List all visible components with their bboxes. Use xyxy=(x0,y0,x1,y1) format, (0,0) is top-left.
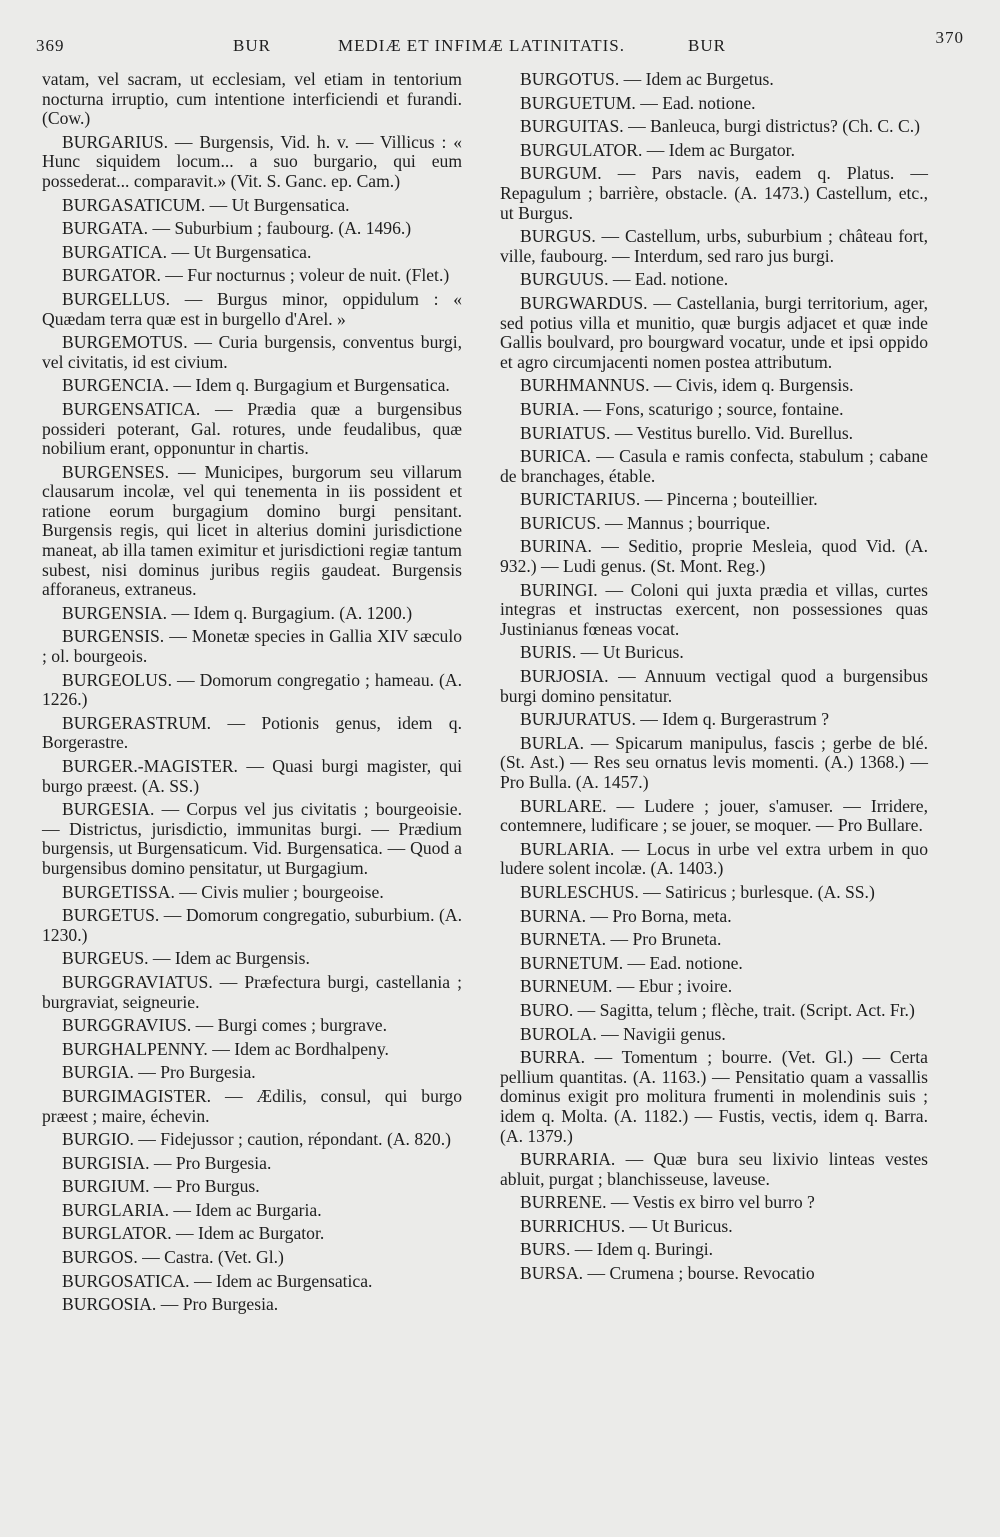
dictionary-entry: BURGUM. — Pars navis, eadem q. Platus. — Repagulum ; barrière, obstacle. (A. 1473.) Castellum, etc., ut Burgus. xyxy=(500,163,928,223)
dictionary-entry: BURICTARIUS. — Pincerna ; bouteillier. xyxy=(520,489,818,510)
dictionary-entry: BURGISIA. — Pro Burgesia. xyxy=(62,1152,272,1173)
dictionary-entry: BURRARIA. — Quæ bura seu lixivio linteas vestes abluit, purgat ; blanchisseuse, laveuse. xyxy=(500,1149,928,1189)
dictionary-entry: BUROLA. — Navigii genus. xyxy=(520,1023,726,1044)
dictionary-entry: BURJOSIA. — Annuum vectigal quod a burgensibus burgi domino pensitatur. xyxy=(500,666,928,706)
dictionary-entry: BURGUUS. — Ead. notione. xyxy=(520,269,729,290)
dictionary-entry: BURGENSES. — Municipes, burgorum seu villarum clausarum incolæ, vel qui tenementa in iis possident et ratione eorum burgagium domino burgi pensitant. Burgensis regis, qui licet in alterius domini jurisdictione maneat, ab illa tamen eximitur et jurisdictioni regiæ tantum subest, nisi dominus juribus regiis gaudeat. Burgensis afforaneus, extraneus. xyxy=(42,461,462,600)
dictionary-entry: BURGATICA. — Ut Burgensatica. xyxy=(62,241,312,262)
page-header xyxy=(30,28,970,68)
dictionary-entry: BURGENSIS. — Monetæ species in Gallia XIV sæculo ; ol. bourgeois. xyxy=(42,626,462,667)
dictionary-entry: BURGIMAGISTER. — Ædilis, consul, qui burgo præest ; maire, échevin. xyxy=(42,1085,462,1126)
dictionary-entry: BURLARIA. — Locus in urbe vel extra urbem in quo ludere solent incolæ. (A. 1403.) xyxy=(500,838,928,879)
dictionary-entry: BURLARE. — Ludere ; jouer, s'amuser. — Irridere, contemnere, ludificare ; se jouer, se moquer. — Pro Bullare. xyxy=(500,795,928,836)
running-head-center: MEDIÆ ET INFIMÆ LATINITATIS. xyxy=(338,36,625,55)
dictionary-entry: BURINGI. — Coloni qui juxta prædia et villas, curtes integras et instructas exercent, non possessiones quas Justinianus fœneas vocat. xyxy=(500,579,928,639)
left-column xyxy=(42,70,462,1319)
dictionary-entry: BURGUETUM. — Ead. notione. xyxy=(520,92,756,113)
dictionary-entry: BURIA. — Fons, scaturigo ; source, fontaine. xyxy=(520,398,844,419)
dictionary-entry: BURGEOLUS. — Domorum congregatio ; hameau. (A. 1226.) xyxy=(42,669,462,710)
dictionary-entry: vatam, vel sacram, ut ecclesiam, vel etiam in tentorium nocturna irruptio, cum intentione interficiendi et furandi. (Cow.) xyxy=(42,69,462,129)
dictionary-entry: BURRA. — Tomentum ; bourre. (Vet. Gl.) — Certa pellium quantitas. (A. 1163.) — Pensitatio quam a vassallis dominus exigit pro molitura frumenti in molendinis suis ; idem q. Molta. (A. 1182.) — Fustis, vectis, idem q. Barra. (A. 1379.) xyxy=(500,1047,928,1146)
dictionary-entry: BURGENSIA. — Idem q. Burgagium. (A. 1200.) xyxy=(62,602,413,623)
dictionary-entry: BURGGRAVIUS. — Burgi comes ; burgrave. xyxy=(62,1015,387,1036)
dictionary-entry: BURGLATOR. — Idem ac Burgator. xyxy=(62,1223,325,1244)
dictionary-entry: BURGELLUS. — Burgus minor, oppidulum : « Quædam terra quæ est in burgello d'Arel. » xyxy=(42,288,462,329)
dictionary-entry: BURGERASTRUM. — Potionis genus, idem q. Borgerastre. xyxy=(42,712,462,753)
dictionary-entry: BURINA. — Seditio, proprie Mesleia, quod Vid. (A. 932.) — Ludi genus. (St. Mont. Reg.) xyxy=(500,536,928,577)
dictionary-entry: BURGATOR. — Fur nocturnus ; voleur de nuit. (Flet.) xyxy=(62,265,450,286)
dictionary-entry: BURGETUS. — Domorum congregatio, suburbium. (A. 1230.) xyxy=(42,905,462,945)
page-number-left: 369 xyxy=(36,36,65,55)
dictionary-entry: BURGIA. — Pro Burgesia. xyxy=(62,1062,256,1083)
dictionary-entry: BURGEMOTUS. — Curia burgensis, conventus burgi, vel civitatis, id est civium. xyxy=(42,332,462,372)
dictionary-entry: BURGER.-MAGISTER. — Quasi burgi magister, qui burgo præest. (A. SS.) xyxy=(42,756,462,796)
dictionary-entry: BURICA. — Casula e ramis confecta, stabulum ; cabane de branchages, étable. xyxy=(500,446,928,486)
dictionary-entry: BURGUITAS. — Banleuca, burgi districtus? (Ch. C. C.) xyxy=(520,116,920,137)
dictionary-entry: BURGENSATICA. — Prædia quæ a burgensibus possideri poterant, Gal. rotures, unde feudalibus, quæ nobilium erant, opponuntur in chartis. xyxy=(42,398,462,459)
page-number-right: 370 xyxy=(935,28,964,47)
right-column xyxy=(500,70,928,1288)
dictionary-entry: BURRENE. — Vestis ex birro vel burro ? xyxy=(520,1192,815,1213)
dictionary-entry: BURGASATICUM. — Ut Burgensatica. xyxy=(62,194,350,215)
dictionary-entry: BURGLARIA. — Idem ac Burgaria. xyxy=(62,1199,322,1220)
dictionary-entry: BURGGRAVIATUS. — Præfectura burgi, castellania ; burgraviat, seigneurie. xyxy=(42,971,462,1012)
dictionary-entry: BURLA. — Spicarum manipulus, fascis ; gerbe de blé. (St. Ast.) — Res seu ornatus levis momenti. (A.) 1368.) — Pro Bulla. (A. 1457.) xyxy=(500,732,928,792)
dictionary-entry: BURGATA. — Suburbium ; faubourg. (A. 1496.) xyxy=(62,218,412,239)
dictionary-entry: BURGOSATICA. — Idem ac Burgensatica. xyxy=(62,1270,373,1291)
dictionary-entry: BURGOSIA. — Pro Burgesia. xyxy=(62,1294,279,1315)
dictionary-entry: BURJURATUS. — Idem q. Burgerastrum ? xyxy=(520,709,830,730)
dictionary-entry: BURGOS. — Castra. (Vet. Gl.) xyxy=(62,1247,284,1268)
dictionary-entry: BURNA. — Pro Borna, meta. xyxy=(520,905,732,926)
dictionary-entry: BURGESIA. — Corpus vel jus civitatis ; bourgeoisie. — Districtus, jurisdictio, immunitas burgi. — Prædium burgensis, ut Burgensaticum. Vid. Burgensatica. — Quod a burgensibus domino pensitatur, ut Burgagium. xyxy=(42,799,462,878)
dictionary-entry: BURGOTUS. — Idem ac Burgetus. xyxy=(520,69,774,89)
dictionary-entry: BURLESCHUS. — Satiricus ; burlesque. (A. SS.) xyxy=(520,881,875,902)
dictionary-entry: BURIS. — Ut Buricus. xyxy=(520,642,684,663)
dictionary-entry: BURGWARDUS. — Castellania, burgi territorium, ager, sed potius villa et munitio, quæ burgis adjacet et quæ inde Gallis boulvard, pro bourgward vocatur, unde et ipsi oppido et agro circumjacenti nomen postea attributum. xyxy=(500,292,928,372)
dictionary-entry: BURNETA. — Pro Bruneta. xyxy=(520,929,722,950)
dictionary-entry: BURGULATOR. — Idem ac Burgator. xyxy=(520,139,795,160)
dictionary-entry: BURGARIUS. — Burgensis, Vid. h. v. — Villicus : « Hunc siquidem locum... a suo burgario, qui eum possederat... comparavit.» (Vit. S. Ganc. ep. Cam.) xyxy=(42,131,462,191)
dictionary-entry: BURIATUS. — Vestitus burello. Vid. Burellus. xyxy=(520,422,854,443)
dictionary-entry: BURGIUM. — Pro Burgus. xyxy=(62,1176,260,1197)
running-head-right: BUR xyxy=(688,36,726,55)
running-head-left: BUR xyxy=(233,36,271,55)
dictionary-entry: BURGEUS. — Idem ac Burgensis. xyxy=(62,948,310,969)
dictionary-entry: BURNEUM. — Ebur ; ivoire. xyxy=(520,976,733,997)
dictionary-entry: BURNETUM. — Ead. notione. xyxy=(520,952,743,973)
dictionary-entry: BURHMANNUS. — Civis, idem q. Burgensis. xyxy=(520,375,854,396)
dictionary-entry: BURGHALPENNY. — Idem ac Bordhalpeny. xyxy=(62,1038,389,1059)
dictionary-entry: BURICUS. — Mannus ; bourrique. xyxy=(520,512,771,533)
dictionary-entry: BURGIO. — Fidejussor ; caution, répondant. (A. 820.) xyxy=(62,1129,451,1150)
dictionary-entry: BURGUS. — Castellum, urbs, suburbium ; château fort, ville, faubourg. — Interdum, sed raro jus burgi. xyxy=(500,226,928,266)
dictionary-entry: BURSA. — Crumena ; bourse. Revocatio xyxy=(520,1263,815,1284)
dictionary-entry: BURO. — Sagitta, telum ; flèche, trait. (Script. Act. Fr.) xyxy=(520,999,915,1020)
dictionary-entry: BURRICHUS. — Ut Buricus. xyxy=(520,1215,733,1236)
dictionary-entry: BURGETISSA. — Civis mulier ; bourgeoise. xyxy=(62,881,384,902)
dictionary-entry: BURS. — Idem q. Buringi. xyxy=(520,1239,714,1260)
dictionary-entry: BURGENCIA. — Idem q. Burgagium et Burgensatica. xyxy=(62,375,450,396)
